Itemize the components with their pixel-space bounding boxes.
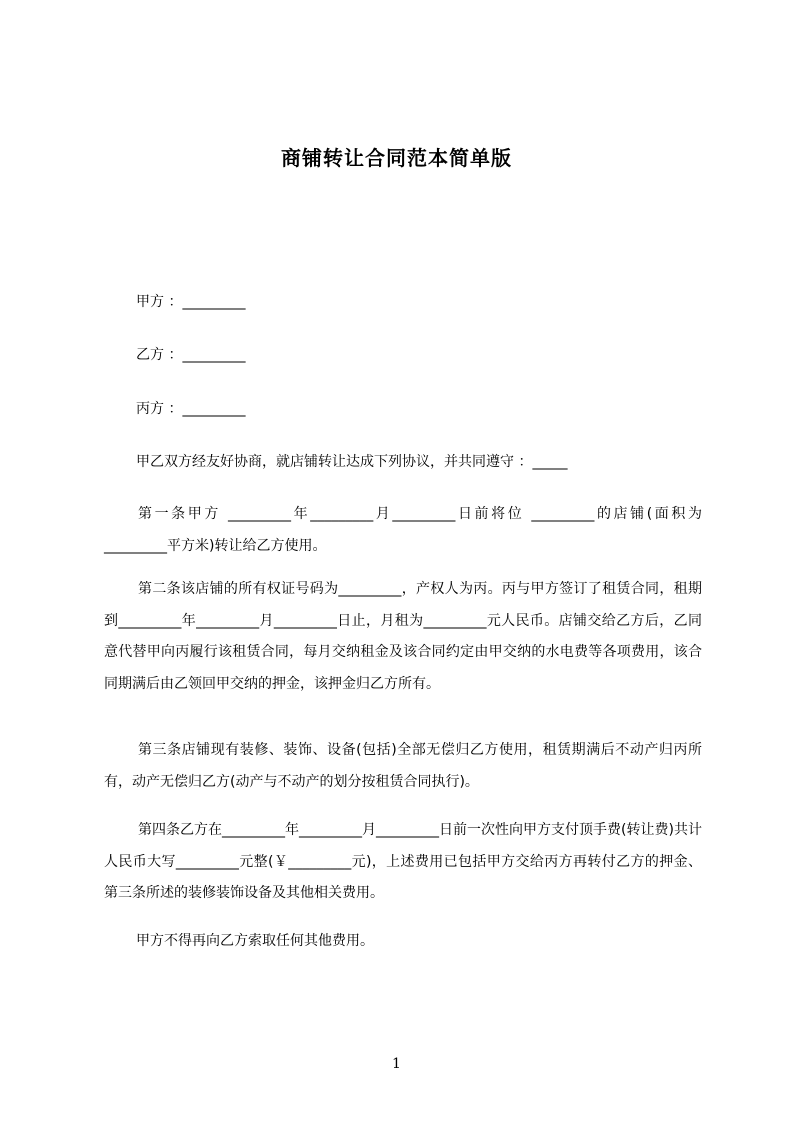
document-title: 商铺转让合同范本简单版 [281,146,512,170]
intro-paragraph: 甲乙双方经友好协商，就店铺转让达成下列协议，并共同遵守 ：_____ [136,454,568,470]
party-a-line: 甲方 ：_________ [136,294,246,310]
article-4: 第四条乙方在_________年_________月_________日前一次性向甲方支付顶手费(转让费)共计人民币大写_________元整(￥_________元)，上述费用已包括甲方交给丙方再转付乙方的押金、第三条所述的装修装饰设备及其他相关费用。 [104,822,702,901]
article-1: 第一条甲方 _________年_________月_________日前将位 _________的店铺(面积为_________平方米)转让给乙方使用。 [104,506,702,554]
closing-paragraph: 甲方不得再向乙方索取任何其他费用。 [136,933,374,949]
article-2: 第二条该店铺的所有权证号码为_________，产权人为丙。丙与甲方签订了租赁合同，租期到_________年_________月_________日止，月租为_________元人民币。店铺交给乙方后，乙同意代替甲向丙履行该租赁合同，每月交纳租金及该合同约定由甲交纳的水电费等各项费用，该合同期满后由乙领回甲交纳的押金，该押金归乙方所有。 [104,581,702,692]
party-c-line: 丙方 ：_________ [136,401,246,417]
article-3: 第三条店铺现有装修、装饰、设备(包括)全部无偿归乙方使用，租赁期满后不动产归丙所有，动产无偿归乙方(动产与不动产的划分按租赁合同执行)。 [104,742,702,790]
page-number: 1 [392,1056,401,1072]
party-b-line: 乙方 ：_________ [136,347,246,363]
